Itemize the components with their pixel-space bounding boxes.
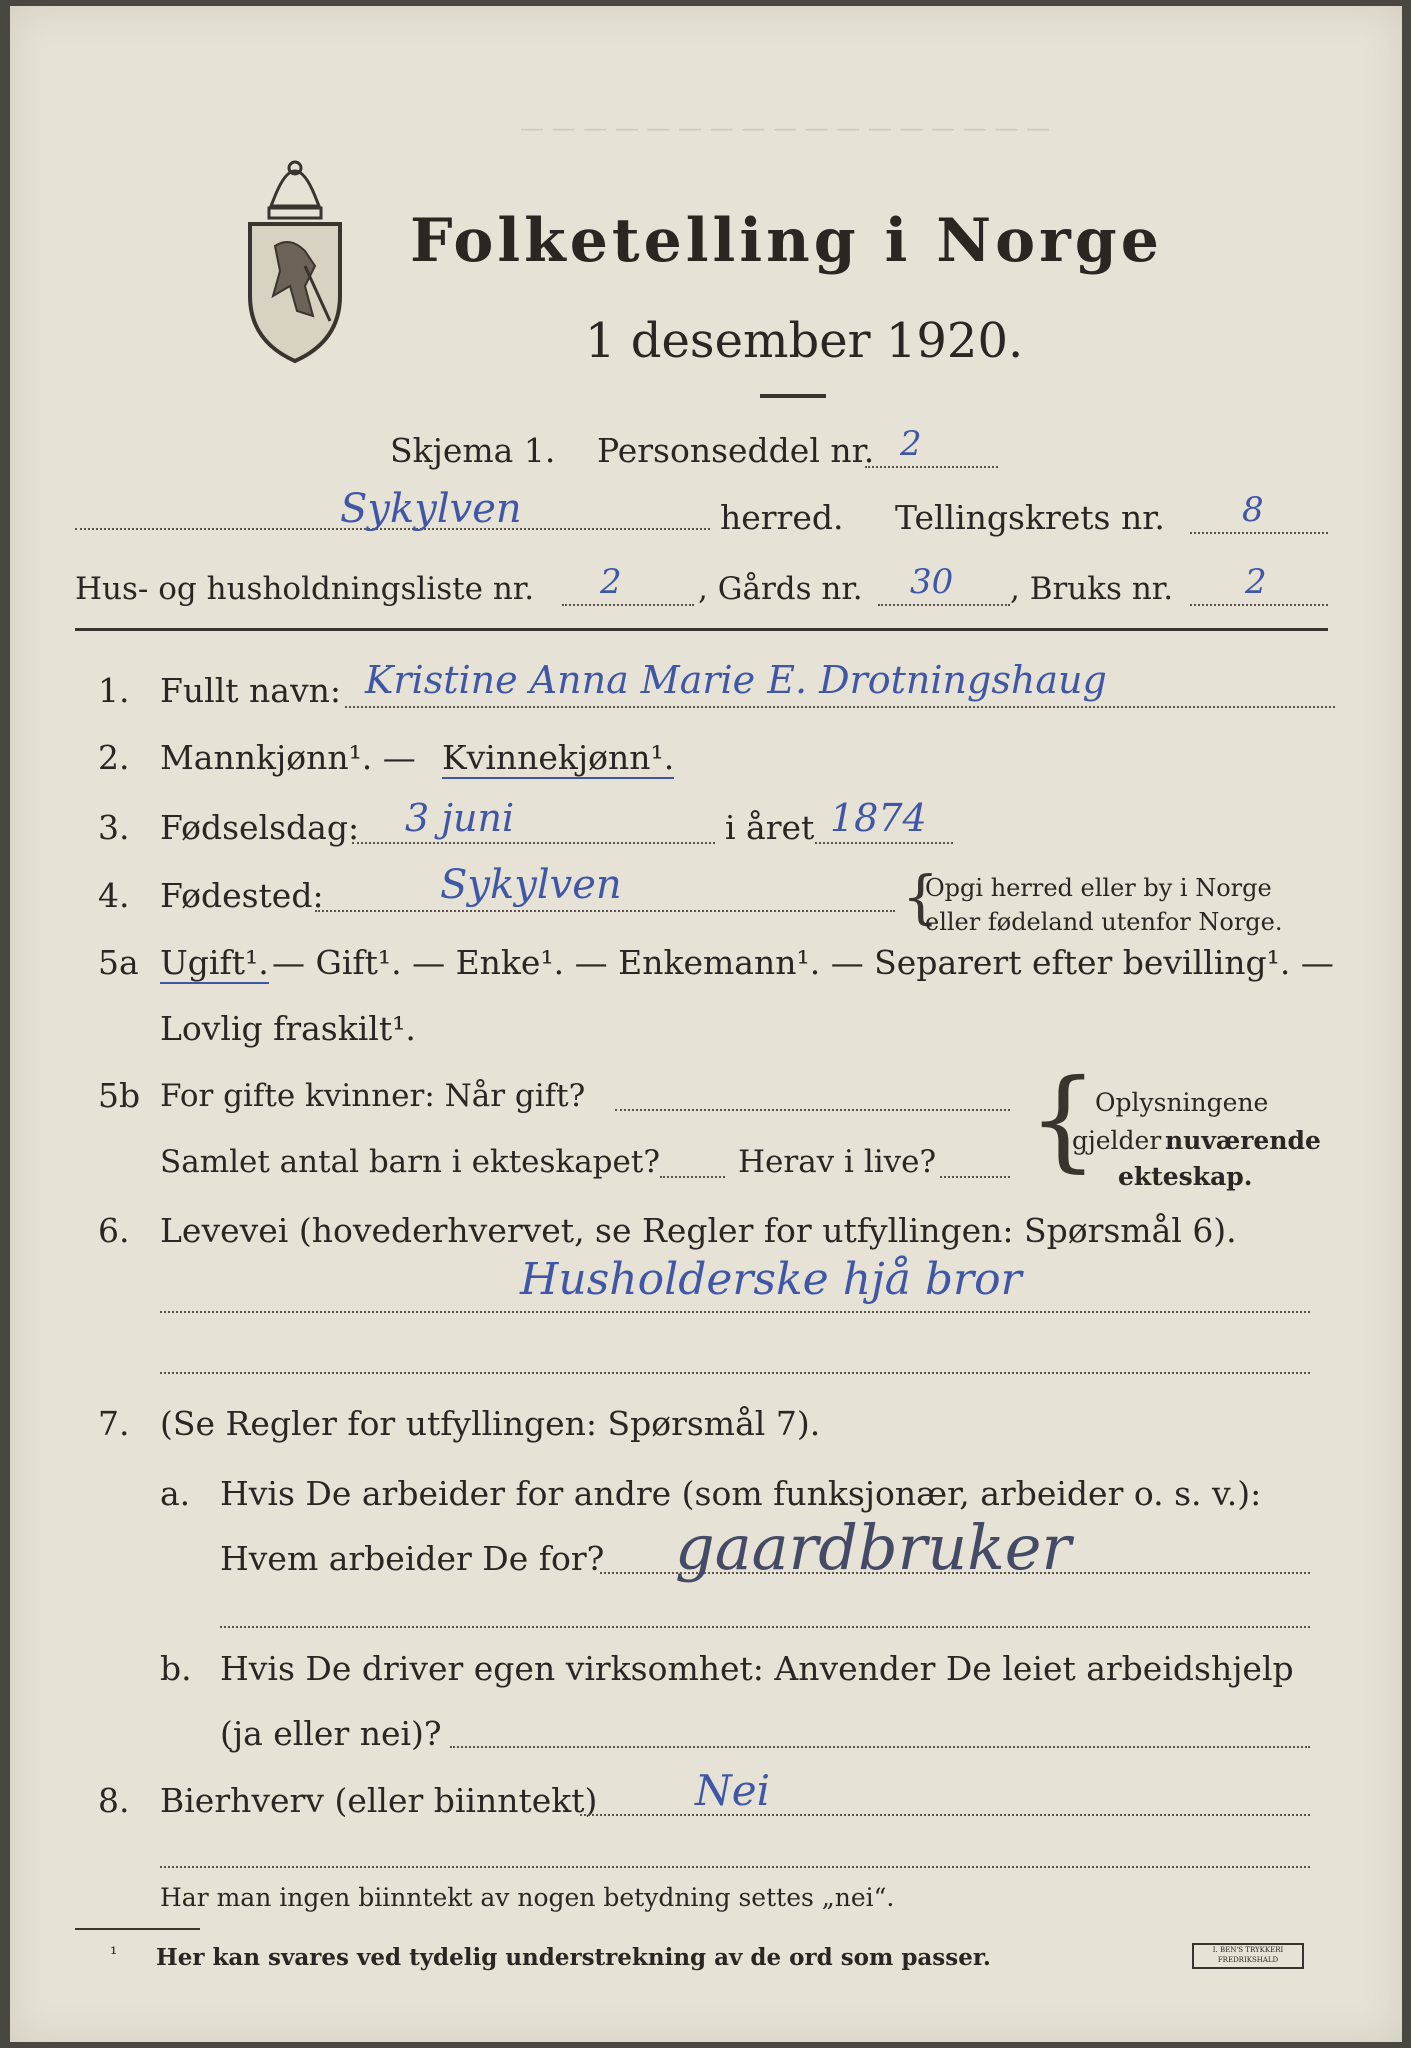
birthplace-note-2: eller fødeland utenfor Norge.: [925, 908, 1283, 936]
footnote-mark: ¹: [110, 1944, 118, 1965]
full-name-value[interactable]: Kristine Anna Marie E. Drotningshaug: [365, 658, 1107, 702]
q8-number: 8.: [98, 1781, 130, 1820]
bleed-through-text: — — — — — — — — — — — — — — — — —: [520, 114, 1051, 142]
q7b-letter: b.: [160, 1649, 192, 1688]
q6-label: Levevei (hovederhvervet, se Regler for utfyllingen: Spørsmål 6).: [160, 1211, 1237, 1250]
tellingskrets-label: Tellingskrets nr.: [895, 498, 1165, 537]
q4-label: Fødested:: [160, 876, 324, 915]
employer-value[interactable]: gaardbruker: [675, 1511, 1072, 1584]
divider: [760, 394, 826, 398]
q7a-line2: Hvem arbeider De for?: [220, 1539, 605, 1578]
bruks-label: , Bruks nr.: [1010, 571, 1174, 607]
footnote-rule: [75, 1928, 200, 1930]
birthplace-note-1: Opgi herred eller by i Norge: [925, 874, 1272, 902]
brace-icon: {: [902, 863, 939, 931]
q3-number: 3.: [98, 808, 130, 847]
q7-number: 7.: [98, 1404, 130, 1443]
q1-label: Fullt navn:: [160, 671, 341, 710]
q7-label: (Se Regler for utfyllingen: Spørsmål 7).: [160, 1404, 821, 1443]
marital-options[interactable]: — Gift¹. — Enke¹. — Enkemann¹. — Separert efter bevilling¹. —: [272, 943, 1334, 982]
footnote-text: Her kan svares ved tydelig understrekning av de ord som passer.: [156, 1944, 991, 1971]
q3-label: Fødselsdag:: [160, 808, 360, 847]
coat-of-arms-icon: [235, 146, 355, 366]
lovlig-fraskilt-option[interactable]: Lovlig fraskilt¹.: [160, 1009, 416, 1048]
antal-barn-label: Samlet antal barn i ekteskapet?: [160, 1144, 660, 1180]
q5a-number: 5a: [98, 943, 139, 982]
gards-label: , Gårds nr.: [698, 571, 863, 607]
q7a-line1: Hvis De arbeider for andre (som funksjonær, arbeider o. s. v.):: [220, 1474, 1262, 1513]
herred-label: herred.: [720, 498, 844, 537]
q7a-letter: a.: [160, 1474, 191, 1513]
ekteskap-note: ekteskap.: [1118, 1162, 1253, 1191]
gjelder-note: gjelder: [1072, 1126, 1162, 1155]
hus-label: Hus- og husholdningsliste nr.: [75, 571, 535, 607]
gards-nr[interactable]: 30: [910, 562, 954, 602]
mannkjonn-option[interactable]: Mannkjønn¹. —: [160, 738, 416, 777]
oplysningene-note: Oplysningene: [1095, 1088, 1269, 1117]
q2-number: 2.: [98, 738, 130, 777]
brace-icon-2: {: [1028, 1055, 1098, 1183]
section-rule: [75, 628, 1328, 631]
q7b-line1: Hvis De driver egen virksomhet: Anvender De leiet arbeidshjelp: [220, 1649, 1294, 1688]
hus-nr[interactable]: 2: [600, 562, 622, 602]
nuvaerende-note: nuværende: [1165, 1126, 1321, 1155]
q5b-number: 5b: [98, 1076, 141, 1115]
bierhverv-value[interactable]: Nei: [695, 1766, 771, 1815]
nar-gift-label: For gifte kvinner: Når gift?: [160, 1078, 586, 1114]
tellingskrets-nr[interactable]: 8: [1242, 490, 1264, 530]
q7b-line2: (ja eller nei)?: [220, 1714, 442, 1753]
q6-number: 6.: [98, 1211, 130, 1250]
ugift-option[interactable]: Ugift¹.: [160, 943, 269, 982]
form-title: Folketelling i Norge: [410, 206, 1163, 276]
census-date: 1 desember 1920.: [585, 313, 1024, 369]
herav-i-live-label: Herav i live?: [738, 1144, 937, 1180]
q1-number: 1.: [98, 671, 130, 710]
personseddel-label: Personseddel nr.: [597, 431, 875, 470]
year-label: i året: [725, 808, 815, 847]
census-form: [10, 6, 1402, 2042]
q4-number: 4.: [98, 876, 130, 915]
q8-label: Bierhverv (eller biinntekt): [160, 1781, 598, 1820]
occupation-value[interactable]: Husholderske hjå bror: [520, 1254, 1022, 1305]
bruks-nr[interactable]: 2: [1245, 562, 1267, 602]
skjema-label: Skjema 1.: [390, 431, 556, 470]
printer-stamp: I. BEN'S TRYKKERI FREDRIKSHALD: [1192, 1943, 1304, 1969]
personseddel-nr[interactable]: 2: [900, 424, 922, 464]
kvinnekjonn-option[interactable]: Kvinnekjønn¹.: [442, 738, 675, 777]
birth-year-value[interactable]: 1874: [830, 796, 927, 840]
herred-value[interactable]: Sykylven: [340, 486, 522, 532]
biinntekt-note: Har man ingen biinntekt av nogen betydning settes „nei“.: [160, 1883, 895, 1912]
birthday-value[interactable]: 3 juni: [405, 796, 515, 840]
birthplace-value[interactable]: Sykylven: [440, 862, 622, 908]
